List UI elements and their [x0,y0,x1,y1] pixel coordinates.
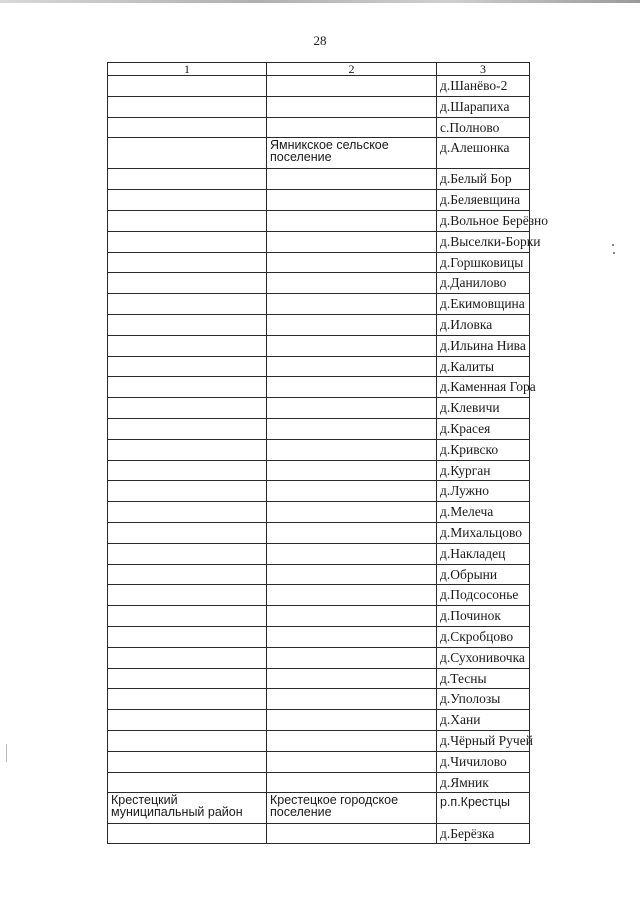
table-row [108,294,530,315]
settlement-name [267,669,436,671]
table-row [108,210,530,231]
district-cell [108,626,267,647]
district-name [108,211,266,213]
column-header-2: 2 [267,63,437,76]
district-cell [108,356,267,377]
scan-top-edge [0,0,640,3]
district-cell [108,377,267,398]
district-name [108,357,266,359]
settlement-name [267,253,436,255]
locality-cell [437,398,530,419]
locality-name: д.Шарапиха [440,98,510,114]
district-name [108,76,266,78]
district-name [108,689,266,691]
district-cell [108,824,267,844]
table-row [108,460,530,481]
district-name [108,627,266,629]
settlement-name [267,627,436,629]
district-cell [108,564,267,585]
district-cell [108,543,267,564]
locality-name: р.п.Крестцы [440,795,510,810]
settlement-cell [267,252,437,273]
locality-name: д.Ильина Нива [440,337,526,353]
district-cell [108,294,267,315]
table-row [108,647,530,668]
table-row [108,252,530,273]
district-cell [108,190,267,211]
settlement-name: Ямникское сельское поселение [270,138,389,164]
settlement-cell [267,210,437,231]
district-name [108,824,266,826]
district-cell [108,231,267,252]
locality-cell [437,522,530,543]
settlement-cell [267,710,437,731]
district-cell [108,314,267,335]
table-header-row [108,63,530,76]
settlement-name [267,752,436,754]
table-row [108,564,530,585]
locality-name: д.Чёрный Ручей [440,732,533,748]
table-row [108,418,530,439]
settlement-name [267,97,436,99]
settlement-name [267,118,436,120]
locality-cell [437,543,530,564]
district-name [108,315,266,317]
district-name [108,710,266,712]
district-name [108,138,266,140]
district-name [108,440,266,442]
settlement-name [267,76,436,78]
locality-cell [437,96,530,117]
settlement-name [267,773,436,775]
settlement-cell [267,418,437,439]
locality-cell [437,647,530,668]
table-row [108,169,530,190]
district-name [108,773,266,775]
locality-cell [437,626,530,647]
district-name: Крестецкий муниципальный район [111,793,243,819]
locality-name: д.Починок [440,608,501,624]
settlement-name [267,294,436,296]
district-cell [108,647,267,668]
settlement-cell [267,751,437,772]
district-cell [108,772,267,793]
settlement-cell [267,273,437,294]
district-cell [108,252,267,273]
settlement-name [267,585,436,587]
table-row [108,398,530,419]
table-row [108,138,530,169]
locality-name: д.Клевичи [440,400,500,416]
district-cell [108,117,267,138]
settlement-name [267,440,436,442]
column-header-3: 3 [437,63,530,76]
district-name [108,502,266,504]
district-name [108,606,266,608]
table-row [108,689,530,710]
locality-name: д.Калиты [440,358,495,374]
district-cell [108,76,267,97]
district-name [108,731,266,733]
district-name [108,523,266,525]
table-row [108,377,530,398]
locality-cell [437,689,530,710]
settlement-cell [267,356,437,377]
district-cell [108,522,267,543]
locality-cell [437,231,541,252]
table-row [108,668,530,689]
locality-name: д.Михальцово [440,524,523,540]
table-row [108,273,530,294]
table-row [108,751,530,772]
locality-cell [437,117,530,138]
district-cell [108,96,267,117]
district-cell [108,439,267,460]
table-row [108,626,530,647]
district-name [108,273,266,275]
district-name [108,336,266,338]
locality-cell [437,169,530,190]
settlement-cell [267,190,437,211]
settlement-name [267,315,436,317]
settlement-cell [267,314,437,335]
settlement-cell [267,294,437,315]
locality-name: д.Выселки-Борки [440,233,541,249]
district-name [108,461,266,463]
table-row [108,710,530,731]
locality-name: д.Сухонивочка [440,649,525,665]
locality-name: д.Кривско [440,441,499,457]
locality-cell [437,76,530,97]
settlement-cell [267,522,437,543]
settlement-name [267,502,436,504]
district-name [108,118,266,120]
district-name [108,377,266,379]
settlement-name [267,565,436,567]
locality-cell [437,294,530,315]
locality-cell [437,772,530,793]
settlement-name [267,731,436,733]
locality-name: д.Курган [440,462,491,478]
settlement-cell [267,689,437,710]
locality-name: д.Скробцово [440,628,514,644]
locality-name: д.Чичилово [440,753,507,769]
settlement-cell [267,138,437,169]
locality-cell [437,585,530,606]
locality-name: д.Берёзка [440,826,495,842]
settlement-name [267,336,436,338]
settlement-name [267,190,436,192]
table-row [108,522,530,543]
settlement-cell [267,76,437,97]
settlement-name [267,419,436,421]
locality-name: д.Накладец [440,545,506,561]
table-row [108,606,530,627]
locality-name: д.Горшковицы [440,254,524,270]
district-cell [108,418,267,439]
district-cell [108,273,267,294]
locality-name: д.Екимовщина [440,296,525,312]
locality-cell [437,606,530,627]
district-cell [108,169,267,190]
district-name [108,419,266,421]
district-cell [108,585,267,606]
settlement-cell [267,481,437,502]
district-name [108,232,266,234]
locality-cell [437,190,530,211]
table-row [108,543,530,564]
settlement-cell [267,647,437,668]
locality-cell [437,460,530,481]
district-cell [108,138,267,169]
settlement-name [267,273,436,275]
scan-margin-mark [6,744,7,762]
settlement-name [267,481,436,483]
locality-name: д.Данилово [440,275,507,291]
settlement-cell [267,502,437,523]
settlement-cell [267,439,437,460]
table-row [108,335,530,356]
district-cell [108,502,267,523]
district-name [108,648,266,650]
table-row [108,314,530,335]
locality-name: д.Подсосонье [440,587,519,603]
locality-name: с.Полново [440,119,500,135]
locality-name: д.Ямник [440,774,489,790]
locality-name: д.Уполозы [440,691,501,707]
district-name [108,190,266,192]
locality-name: д.Каменная Гора [440,379,536,395]
district-cell [108,751,267,772]
table-row [108,481,530,502]
settlement-cell [267,460,437,481]
table-row [108,231,530,252]
scan-speck [613,252,615,254]
locality-cell [437,138,530,169]
district-cell [108,689,267,710]
settlement-name [267,606,436,608]
settlement-name [267,377,436,379]
page-number: 28 [313,33,327,48]
settlement-cell [267,585,437,606]
locality-cell [437,252,530,273]
table-row [108,793,530,824]
district-cell [108,460,267,481]
district-cell [108,481,267,502]
table-row [108,502,530,523]
locality-name: д.Вольное Берёзно [440,212,549,228]
settlement-cell [267,626,437,647]
settlement-cell [267,730,437,751]
table-row [108,190,530,211]
settlement-name [267,824,436,826]
settlement-name [267,169,436,171]
settlement-cell [267,606,437,627]
settlement-name [267,398,436,400]
locality-cell [437,824,530,844]
locality-name: д.Белый Бор [440,171,512,187]
district-name [108,253,266,255]
settlement-name [267,544,436,546]
locality-name: д.Шанёво-2 [440,78,508,93]
settlements-table [107,62,549,844]
locality-name: д.Алешонка [440,140,510,156]
district-name [108,752,266,754]
table-row [108,824,530,844]
locality-name: д.Тесны [440,670,487,686]
locality-cell [437,751,530,772]
settlement-cell [267,398,437,419]
table-row [108,585,530,606]
table-row [108,117,530,138]
locality-name: д.Мелеча [440,504,494,520]
district-name [108,565,266,567]
settlement-cell [267,543,437,564]
table-row [108,730,530,751]
district-cell [108,606,267,627]
settlement-cell [267,169,437,190]
locality-cell [437,314,530,335]
settlement-name [267,357,436,359]
table-row [108,76,530,97]
locality-cell [437,210,549,231]
locality-cell [437,564,530,585]
table-row [108,356,530,377]
district-name [108,669,266,671]
settlement-cell [267,772,437,793]
locality-cell [437,273,530,294]
district-cell [108,710,267,731]
district-cell [108,210,267,231]
settlement-name [267,461,436,463]
settlement-cell [267,117,437,138]
table-row [108,439,530,460]
locality-cell [437,335,530,356]
table-row [108,96,530,117]
locality-cell [437,439,530,460]
settlement-cell [267,231,437,252]
table-row [108,772,530,793]
district-cell [108,335,267,356]
district-name [108,97,266,99]
district-name [108,398,266,400]
district-name [108,481,266,483]
settlement-name: Крестецкое городское поселение [270,793,399,819]
locality-cell [437,502,530,523]
locality-cell [437,710,530,731]
district-name [108,294,266,296]
locality-cell [437,418,530,439]
district-cell [108,730,267,751]
district-cell [108,398,267,419]
district-name [108,544,266,546]
district-cell [108,668,267,689]
locality-cell [437,668,530,689]
settlement-cell [267,96,437,117]
locality-cell [437,356,530,377]
settlement-name [267,232,436,234]
locality-cell [437,793,530,824]
settlement-cell [267,377,437,398]
scan-speck [612,244,614,246]
locality-name: д.Иловка [440,316,493,332]
locality-name: д.Красея [440,420,491,436]
locality-name: д.Беляевщина [440,192,521,208]
district-name [108,585,266,587]
settlement-cell [267,793,437,824]
settlement-cell [267,564,437,585]
settlement-name [267,689,436,691]
locality-name: д.Хани [440,712,481,728]
settlement-cell [267,335,437,356]
settlement-name [267,523,436,525]
settlement-name [267,710,436,712]
settlement-name [267,211,436,213]
table-body [108,76,549,844]
settlement-name [267,648,436,650]
locality-name: д.Обрыни [440,566,498,582]
settlement-cell [267,824,437,844]
column-header-1: 1 [108,63,267,76]
locality-cell [437,377,536,398]
locality-cell [437,730,533,751]
settlement-cell [267,668,437,689]
district-name [108,169,266,171]
district-cell [108,793,267,824]
locality-cell [437,481,530,502]
locality-name: д.Лужно [440,483,489,499]
